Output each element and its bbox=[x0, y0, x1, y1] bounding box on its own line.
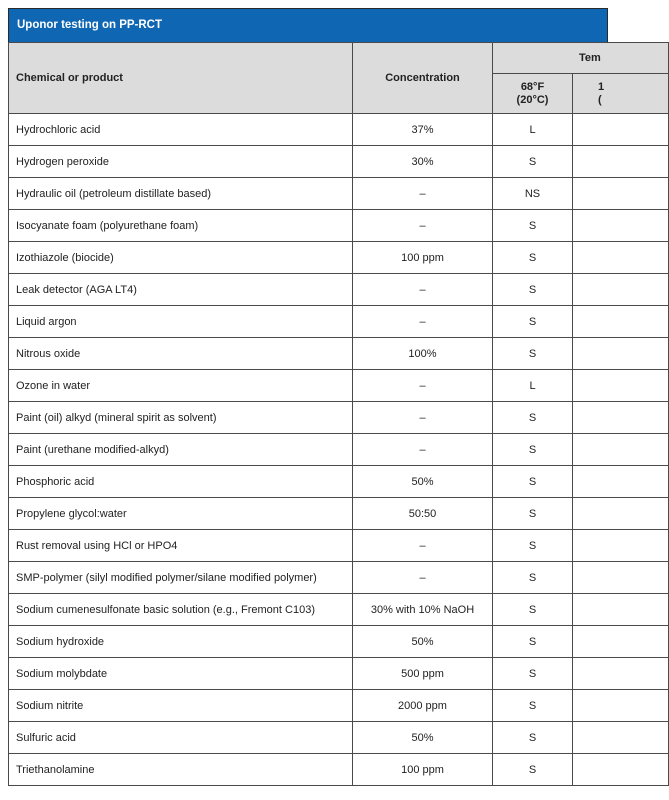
rating-68f-cell: S bbox=[493, 146, 573, 178]
concentration-cell: 100% bbox=[353, 338, 493, 370]
chemical-name-cell: Sodium molybdate bbox=[9, 658, 353, 690]
concentration-cell: 30% with 10% NaOH bbox=[353, 594, 493, 626]
chemical-name-cell: SMP-polymer (silyl modified polymer/silane modified polymer) bbox=[9, 562, 353, 594]
rating-second-cell bbox=[573, 658, 669, 690]
concentration-cell: – bbox=[353, 402, 493, 434]
chemical-name-cell: Paint (urethane modified-alkyd) bbox=[9, 434, 353, 466]
rating-68f-cell: L bbox=[493, 370, 573, 402]
chemical-name-cell: Isocyanate foam (polyurethane foam) bbox=[9, 210, 353, 242]
concentration-cell: – bbox=[353, 210, 493, 242]
rating-second-cell bbox=[573, 498, 669, 530]
table-row bbox=[9, 722, 669, 754]
concentration-cell: – bbox=[353, 434, 493, 466]
header-concentration: Concentration bbox=[353, 43, 493, 114]
table-row bbox=[9, 594, 669, 626]
rating-68f-cell: S bbox=[493, 242, 573, 274]
header-temperature: Tem bbox=[493, 43, 669, 74]
rating-second-cell bbox=[573, 626, 669, 658]
rating-68f-cell: S bbox=[493, 402, 573, 434]
header-temp-second: 1 ( bbox=[573, 74, 669, 114]
rating-second-cell bbox=[573, 530, 669, 562]
rating-second-cell bbox=[573, 178, 669, 210]
chemical-name-cell: Liquid argon bbox=[9, 306, 353, 338]
concentration-cell: – bbox=[353, 370, 493, 402]
concentration-cell: 37% bbox=[353, 114, 493, 146]
rating-68f-cell: S bbox=[493, 274, 573, 306]
table-row bbox=[9, 338, 669, 370]
chemical-name-cell: Izothiazole (biocide) bbox=[9, 242, 353, 274]
header-chemical: Chemical or product bbox=[9, 43, 353, 114]
rating-68f-cell: S bbox=[493, 658, 573, 690]
rating-second-cell bbox=[573, 242, 669, 274]
rating-second-cell bbox=[573, 306, 669, 338]
rating-68f-cell: S bbox=[493, 690, 573, 722]
concentration-cell: 50% bbox=[353, 626, 493, 658]
concentration-cell: 100 ppm bbox=[353, 242, 493, 274]
chemical-name-cell: Phosphoric acid bbox=[9, 466, 353, 498]
rating-second-cell bbox=[573, 690, 669, 722]
table-row bbox=[9, 658, 669, 690]
table-row bbox=[9, 754, 669, 786]
rating-second-cell bbox=[573, 146, 669, 178]
rating-second-cell bbox=[573, 754, 669, 786]
rating-68f-cell: S bbox=[493, 434, 573, 466]
concentration-cell: – bbox=[353, 306, 493, 338]
table-row bbox=[9, 178, 669, 210]
rating-second-cell bbox=[573, 338, 669, 370]
rating-68f-cell: S bbox=[493, 562, 573, 594]
concentration-cell: 2000 ppm bbox=[353, 690, 493, 722]
rating-second-cell bbox=[573, 466, 669, 498]
chemical-name-cell: Propylene glycol:water bbox=[9, 498, 353, 530]
concentration-cell: – bbox=[353, 530, 493, 562]
chemical-name-cell: Sodium nitrite bbox=[9, 690, 353, 722]
rating-68f-cell: S bbox=[493, 530, 573, 562]
rating-second-cell bbox=[573, 114, 669, 146]
rating-68f-cell: S bbox=[493, 338, 573, 370]
rating-second-cell bbox=[573, 274, 669, 306]
concentration-cell: 30% bbox=[353, 146, 493, 178]
table-row bbox=[9, 114, 669, 146]
concentration-cell: 500 ppm bbox=[353, 658, 493, 690]
chemical-name-cell: Leak detector (AGA LT4) bbox=[9, 274, 353, 306]
chemical-name-cell: Hydrogen peroxide bbox=[9, 146, 353, 178]
rating-68f-cell: S bbox=[493, 626, 573, 658]
chemical-name-cell: Triethanolamine bbox=[9, 754, 353, 786]
chemical-name-cell: Sodium cumenesulfonate basic solution (e.g., Fremont C103) bbox=[9, 594, 353, 626]
table-row bbox=[9, 242, 669, 274]
table-row bbox=[9, 626, 669, 658]
chemical-name-cell: Rust removal using HCl or HPO4 bbox=[9, 530, 353, 562]
rating-68f-cell: S bbox=[493, 594, 573, 626]
table-row bbox=[9, 402, 669, 434]
concentration-cell: 50:50 bbox=[353, 498, 493, 530]
rating-68f-cell: L bbox=[493, 114, 573, 146]
concentration-cell: 50% bbox=[353, 466, 493, 498]
table-row bbox=[9, 498, 669, 530]
table-row bbox=[9, 690, 669, 722]
table-row bbox=[9, 210, 669, 242]
rating-68f-cell: S bbox=[493, 722, 573, 754]
table-row bbox=[9, 562, 669, 594]
rating-68f-cell: S bbox=[493, 754, 573, 786]
header-temp-68f: 68°F (20°C) bbox=[493, 74, 573, 114]
rating-68f-cell: NS bbox=[493, 178, 573, 210]
chemical-name-cell: Nitrous oxide bbox=[9, 338, 353, 370]
rating-second-cell bbox=[573, 210, 669, 242]
table-row bbox=[9, 306, 669, 338]
rating-68f-cell: S bbox=[493, 210, 573, 242]
rating-second-cell bbox=[573, 722, 669, 754]
rating-68f-cell: S bbox=[493, 466, 573, 498]
rating-68f-cell: S bbox=[493, 498, 573, 530]
concentration-cell: – bbox=[353, 274, 493, 306]
table-row bbox=[9, 370, 669, 402]
concentration-cell: – bbox=[353, 562, 493, 594]
table-body bbox=[9, 114, 669, 786]
rating-second-cell bbox=[573, 370, 669, 402]
chemical-resistance-table bbox=[8, 42, 669, 786]
chemical-name-cell: Sodium hydroxide bbox=[9, 626, 353, 658]
table-title-banner bbox=[8, 8, 608, 42]
chemical-name-cell: Paint (oil) alkyd (mineral spirit as solvent) bbox=[9, 402, 353, 434]
rating-68f-cell: S bbox=[493, 306, 573, 338]
table-row bbox=[9, 466, 669, 498]
rating-second-cell bbox=[573, 594, 669, 626]
rating-second-cell bbox=[573, 402, 669, 434]
table-row bbox=[9, 146, 669, 178]
chemical-name-cell: Hydrochloric acid bbox=[9, 114, 353, 146]
chemical-name-cell: Hydraulic oil (petroleum distillate based) bbox=[9, 178, 353, 210]
table-row bbox=[9, 434, 669, 466]
chemical-name-cell: Ozone in water bbox=[9, 370, 353, 402]
table-row bbox=[9, 274, 669, 306]
concentration-cell: 50% bbox=[353, 722, 493, 754]
table-title: Uponor testing on PP-RCT bbox=[17, 19, 163, 31]
chemical-name-cell: Sulfuric acid bbox=[9, 722, 353, 754]
rating-second-cell bbox=[573, 434, 669, 466]
table-row bbox=[9, 530, 669, 562]
rating-second-cell bbox=[573, 562, 669, 594]
concentration-cell: – bbox=[353, 178, 493, 210]
concentration-cell: 100 ppm bbox=[353, 754, 493, 786]
